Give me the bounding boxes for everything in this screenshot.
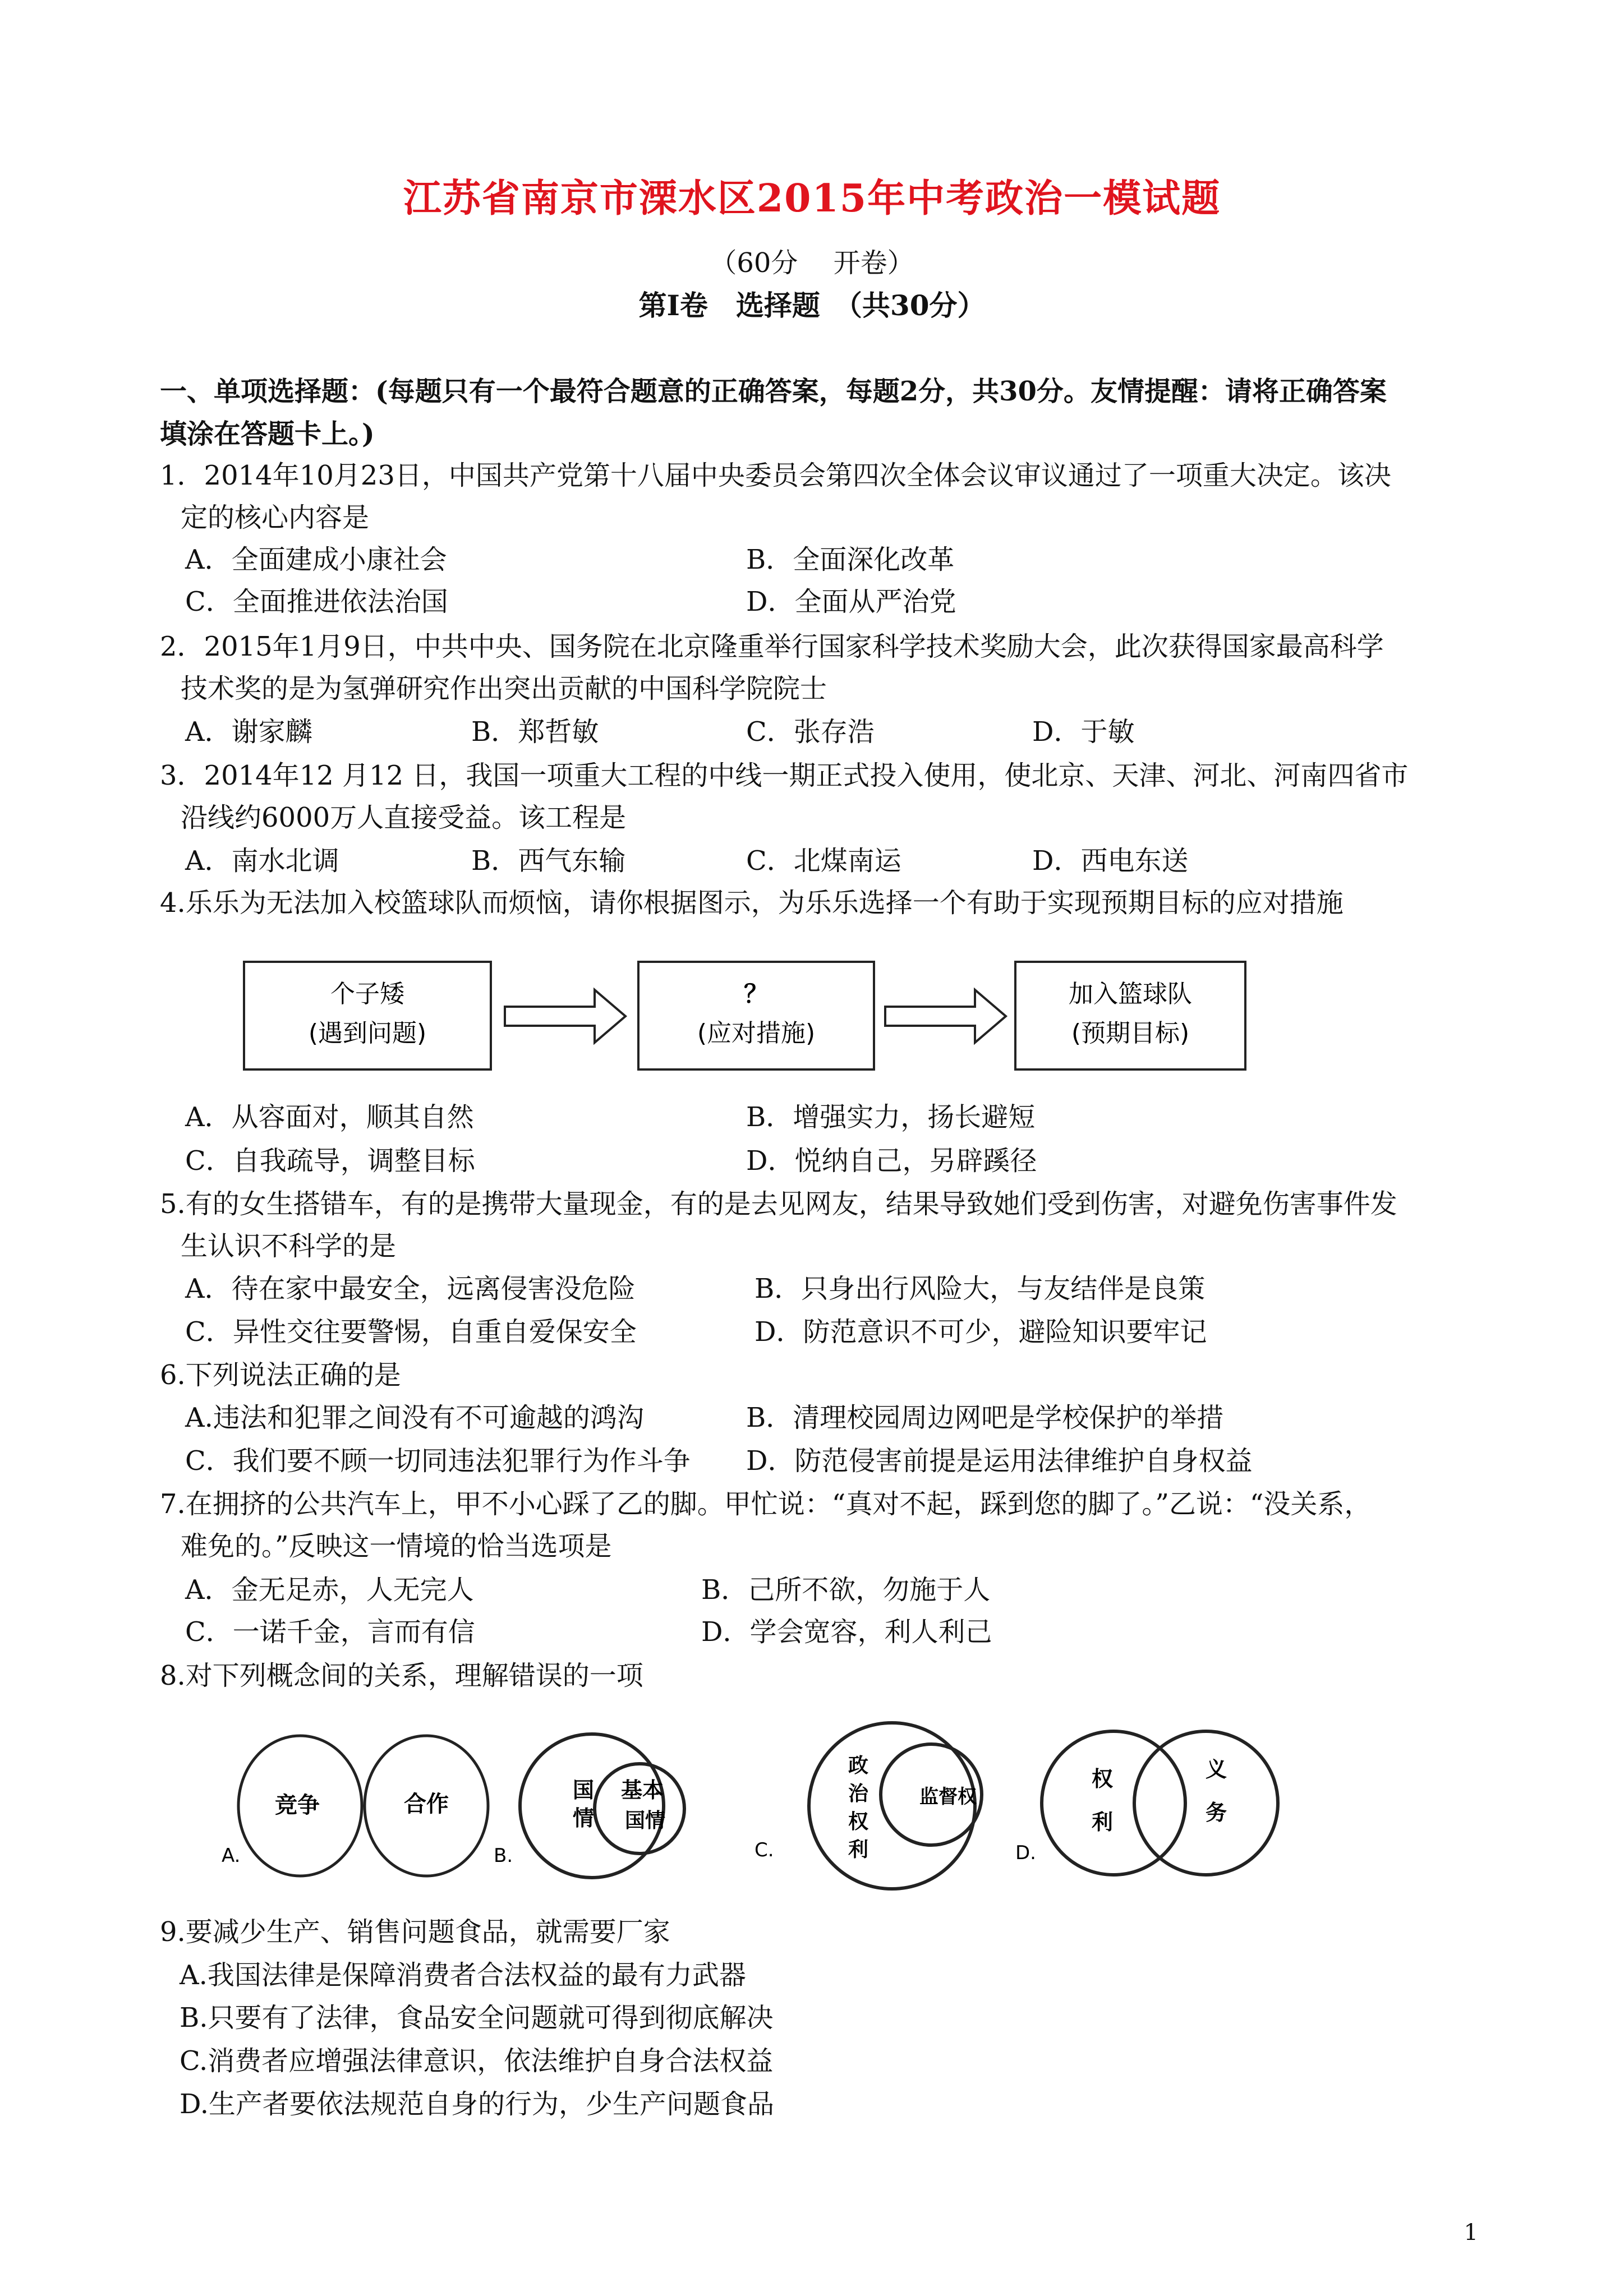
q7-option-d: D．学会宽容，利人利己 (701, 1616, 992, 1648)
question-5-line-2: 生认识不科学的是 (181, 1230, 397, 1262)
q9-option-a: A.我国法律是保障消费者合法权益的最有力武器 (180, 1960, 746, 1991)
page-number: 1 (1464, 2220, 1478, 2246)
flow-box-goal-line-1: 加入篮球队 (1069, 980, 1192, 1008)
q5-option-a: A．待在家中最安全，远离侵害没危险 (185, 1273, 636, 1304)
q5-option-b: B．只身出行风险大，与友结伴是良策 (755, 1273, 1206, 1304)
venn-b-letter: B. (494, 1845, 513, 1867)
venn-c-outer-1: 政 (848, 1754, 869, 1777)
q4-option-b: B．增强实力，扬长避短 (746, 1101, 1036, 1133)
question-2-line-1: 2．2015年1月9日，中共中央、国务院在北京隆重举行国家科学技术奖励大会，此次获得国家最高科学 (160, 631, 1384, 662)
venn-d-right-2: 务 (1205, 1800, 1227, 1825)
q9-option-b: B.只要有了法律，食品安全问题就可得到彻底解决 (180, 2002, 774, 2034)
q7-option-a: A．金无足赤，人无完人 (185, 1574, 474, 1606)
venn-c-outer-3: 权 (848, 1810, 869, 1833)
q6-option-a: A.违法和犯罪之间没有不可逾越的鸿沟 (185, 1402, 644, 1433)
venn-a (222, 1736, 488, 1876)
arrow-icon (885, 990, 1006, 1043)
q1-option-b: B．全面深化改革 (746, 544, 955, 575)
question-2-line-2: 技术奖的是为氢弹研究作出突出贡献的中国科学院院士 (181, 673, 827, 704)
q9-option-c: C.消费者应增强法律意识，依法维护自身合法权益 (180, 2045, 774, 2077)
venn-c-outer-4: 利 (848, 1838, 869, 1861)
exam-title: 江苏省南京市溧水区2015年中考政治一模试题 (403, 176, 1221, 221)
venn-b-inner-2: 国情 (624, 1809, 666, 1832)
q1-option-d: D．全面从严治党 (746, 586, 956, 617)
q4-option-a: A．从容面对，顺其自然 (185, 1101, 474, 1133)
question-3-line-1: 3．2014年12 月12 日，我国一项重大工程的中线一期正式投入使用，使北京、天津、河北、河南四省市 (160, 760, 1409, 791)
q4-option-d: D．悦纳自己，另辟蹊径 (746, 1145, 1037, 1177)
q9-option-d: D.生产者要依法规范自身的行为，少生产问题食品 (180, 2088, 775, 2120)
venn-d-left-1: 权 (1091, 1767, 1114, 1791)
question-7-line-1: 7.在拥挤的公共汽车上，甲不小心踩了乙的脚。甲忙说：“真对不起，踩到您的脚了。”乙说：“没关系， (160, 1488, 1372, 1520)
venn-b-inner-1: 基本 (620, 1778, 664, 1802)
q2-option-b: B．郑哲敏 (471, 716, 599, 748)
venn-a-right-label: 合作 (404, 1791, 449, 1817)
flow-box-problem (244, 962, 491, 1069)
q2-option-c: C．张存浩 (746, 716, 875, 748)
instruction-line-1: 一、单项选择题：(每题只有一个最符合题意的正确答案，每题2分，共30分。友情提醒：请将正确答案 (160, 376, 1387, 407)
q6-option-c: C．我们要不顾一切同违法犯罪行为作斗争 (185, 1445, 691, 1477)
q2-option-a: A．谢家麟 (185, 716, 312, 748)
question-1-line-2: 定的核心内容是 (181, 502, 370, 533)
question-4-line-1: 4.乐乐为无法加入校篮球队而烦恼，请你根据图示，为乐乐选择一个有助于实现预期目标的应对措施 (160, 887, 1344, 919)
q7-option-b: B．己所不欲，勿施于人 (701, 1574, 991, 1606)
q1-option-a: A．全面建成小康社会 (185, 544, 447, 575)
flow-box-measure-line-2: (应对措施) (697, 1019, 816, 1048)
flow-box-problem-line-1: 个子矮 (330, 980, 404, 1008)
question-5-line-1: 5.有的女生搭错车，有的是携带大量现金，有的是去见网友，结果导致她们受到伤害，对避免伤害事件发 (160, 1188, 1397, 1220)
venn-c-outer-2: 治 (848, 1782, 869, 1805)
flow-box-measure (638, 962, 874, 1069)
instruction-line-2: 填涂在答题卡上。) (160, 418, 375, 450)
q6-option-b: B．清理校园周边网吧是学校保护的举措 (746, 1402, 1224, 1433)
q5-option-c: C．异性交往要警惕，自重自爱保安全 (185, 1316, 637, 1348)
question-1-line-1: 1．2014年10月23日，中国共产党第十八届中央委员会第四次全体会议审议通过了一项重大决定。该决 (160, 460, 1391, 491)
q7-option-c: C．一诺千金，言而有信 (185, 1616, 475, 1648)
venn-d (1015, 1731, 1278, 1875)
question-8-line-1: 8.对下列概念间的关系，理解错误的一项 (160, 1660, 643, 1691)
venn-d-left-2: 利 (1091, 1810, 1114, 1834)
q1-option-c: C．全面推进依法治国 (185, 586, 448, 617)
question-7-line-2: 难免的。”反映这一情境的恰当选项是 (181, 1530, 612, 1562)
venn-c-inner: 监督权 (919, 1786, 977, 1808)
q3-option-a: A．南水北调 (185, 845, 339, 877)
venn-b (494, 1734, 684, 1878)
question-6-line-1: 6.下列说法正确的是 (160, 1359, 401, 1391)
q3-option-c: C．北煤南运 (746, 845, 901, 877)
flow-box-goal-line-2: (预期目标) (1071, 1019, 1190, 1048)
flow-box-measure-line-1: ？ (744, 980, 769, 1008)
question-3-line-2: 沿线约6000万人直接受益。该工程是 (181, 802, 627, 833)
q6-option-d: D．防范侵害前提是运用法律维护自身权益 (746, 1445, 1253, 1477)
q3-option-b: B．西气东输 (471, 845, 626, 877)
arrow-icon (505, 990, 625, 1043)
venn-c-letter: C. (755, 1839, 774, 1861)
venn-d-right-1: 义 (1205, 1757, 1227, 1782)
venn-a-left-label: 竞争 (275, 1792, 320, 1818)
q2-option-d: D．于敏 (1032, 716, 1135, 748)
q3-option-d: D．西电东送 (1032, 845, 1189, 877)
q4-option-c: C．自我疏导，调整目标 (185, 1145, 475, 1177)
exam-subtitle: （60分 开卷） (710, 247, 914, 279)
venn-b-outer-2: 情 (572, 1806, 595, 1831)
q5-option-d: D．防范意识不可少，避险知识要牢记 (755, 1316, 1207, 1348)
flow-box-problem-line-2: (遇到问题) (308, 1019, 427, 1048)
question-9-line-1: 9.要减少生产、销售问题食品，就需要厂家 (160, 1916, 670, 1948)
venn-c (755, 1723, 982, 1889)
venn-b-outer-1: 国 (572, 1778, 595, 1802)
section-heading: 第Ⅰ卷 选择题 （共30分） (638, 289, 986, 322)
flow-box-goal (1015, 962, 1245, 1069)
venn-a-letter: A. (222, 1845, 241, 1867)
venn-d-letter: D. (1015, 1842, 1036, 1864)
